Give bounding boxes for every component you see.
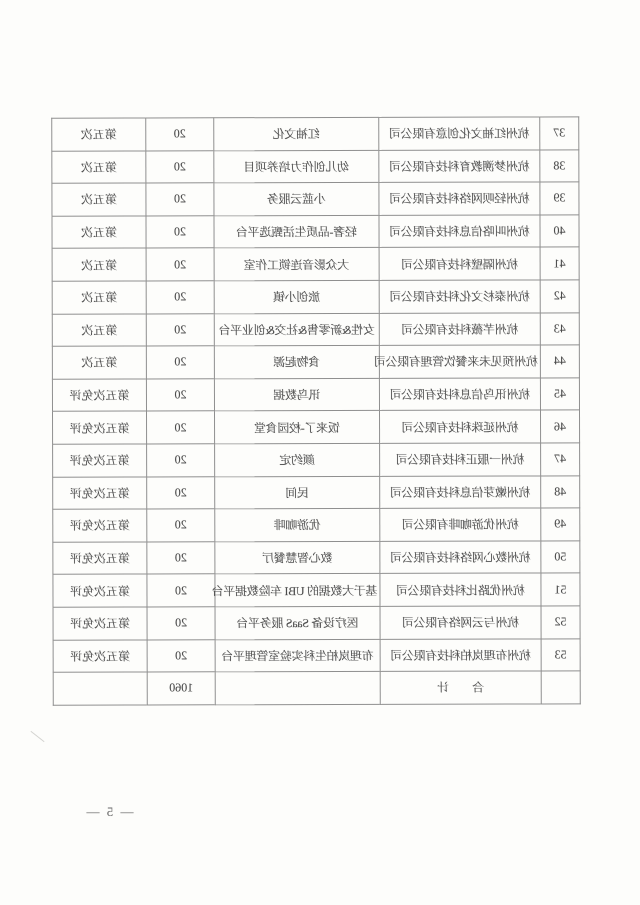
table-row (52, 117, 579, 151)
total-label-cell: 合 计 (380, 671, 541, 704)
project-name-cell: 医疗设备 SaaS 服务平台 (215, 606, 380, 639)
review-round-cell: 第五次免评 (53, 639, 147, 672)
review-round-cell: 第五次 (52, 281, 146, 314)
table-row (52, 312, 579, 346)
scan-artifact-mark (30, 731, 44, 742)
amount-cell: 20 (146, 118, 214, 151)
company-name-cell: 杭州预见未来餐饮管理有限公司 (379, 345, 540, 378)
review-round-cell: 第五次免评 (53, 477, 147, 510)
review-round-cell: 第五次免评 (53, 542, 147, 575)
row-number-cell: 49 (541, 508, 580, 541)
project-name-cell: 数心智慧餐厅 (215, 541, 380, 574)
total-no-cell (541, 671, 580, 704)
row-number-cell: 46 (540, 410, 579, 443)
project-name-cell: 讯鸟数据 (214, 378, 379, 411)
row-number-cell: 53 (541, 638, 580, 671)
amount-cell: 20 (147, 574, 215, 607)
review-round-cell: 第五次免评 (52, 379, 146, 412)
company-name-cell: 杭州泰杉文化科技有限公司 (379, 280, 540, 313)
review-round-cell: 第五次免评 (53, 509, 147, 542)
total-amount-cell: 1060 (147, 672, 215, 705)
row-number-cell: 40 (540, 215, 579, 248)
company-name-cell: 杭州芊薇科技有限公司 (379, 313, 540, 346)
table-row (53, 606, 580, 640)
review-round-cell: 第五次免评 (53, 607, 147, 640)
amount-cell: 20 (146, 150, 214, 183)
project-name-cell: 小蓝云服务 (214, 183, 379, 216)
company-name-cell: 杭州数心网络科技有限公司 (380, 541, 541, 574)
project-name-cell: 优游咖啡 (215, 508, 380, 541)
project-name-cell: 民间 (215, 476, 380, 509)
amount-cell: 20 (147, 542, 215, 575)
row-number-cell: 50 (541, 541, 580, 574)
table-row (53, 541, 580, 575)
grant-table-wrap (69, 116, 581, 705)
review-round-cell: 第五次免评 (53, 444, 147, 477)
table-row (52, 247, 579, 281)
amount-cell: 20 (146, 313, 214, 346)
project-name-cell: 饭来了-校园食堂 (215, 411, 380, 444)
page-number: — 5 — (84, 804, 134, 819)
table-row (53, 638, 580, 672)
table-total-body (53, 671, 580, 705)
amount-cell: 20 (147, 444, 215, 477)
review-round-cell: 第五次 (52, 118, 146, 151)
table-row (53, 573, 580, 607)
company-name-cell: 杭州轻呗网络科技有限公司 (379, 182, 540, 215)
table-row (53, 475, 580, 509)
project-name-cell: 基于大数据的 UBI 车险数据平台 (215, 574, 380, 607)
company-name-cell: 杭州一服正科技有限公司 (380, 443, 541, 476)
amount-cell: 20 (147, 411, 215, 444)
amount-cell: 20 (147, 509, 215, 542)
row-number-cell: 39 (540, 182, 579, 215)
review-round-cell: 第五次 (52, 216, 146, 249)
total-status-cell (53, 672, 147, 705)
amount-cell: 20 (147, 607, 215, 640)
amount-cell: 20 (146, 248, 214, 281)
total-project-cell (215, 671, 380, 704)
review-round-cell: 第五次免评 (53, 574, 147, 607)
project-name-cell: 轻奢-品质生活甄选平台 (214, 215, 379, 248)
row-number-cell: 51 (541, 573, 580, 606)
row-number-cell: 45 (540, 378, 579, 411)
row-number-cell: 37 (540, 117, 579, 150)
amount-cell: 20 (146, 281, 214, 314)
company-name-cell: 杭州与云网络有限公司 (380, 606, 541, 639)
amount-cell: 20 (146, 216, 214, 249)
table-row (53, 508, 580, 542)
table-row (52, 149, 579, 183)
amount-cell: 20 (147, 476, 215, 509)
row-number-cell: 42 (540, 280, 579, 313)
company-name-cell: 杭州隔壁科技有限公司 (379, 247, 540, 280)
table-row (53, 410, 580, 444)
review-round-cell: 第五次 (52, 314, 146, 347)
grant-table (51, 116, 581, 705)
project-name-cell: 颜约定 (215, 443, 380, 476)
amount-cell: 20 (146, 183, 214, 216)
project-name-cell: 大众影音连锁工作室 (214, 248, 379, 281)
review-round-cell: 第五次免评 (53, 411, 147, 444)
company-name-cell: 杭州讯鸟信息科技有限公司 (379, 378, 540, 411)
table-row (53, 443, 580, 477)
review-round-cell: 第五次 (52, 183, 146, 216)
company-name-cell: 杭州延珠科技有限公司 (379, 410, 540, 443)
review-round-cell: 第五次 (52, 151, 146, 184)
row-number-cell: 43 (540, 312, 579, 345)
project-name-cell: 红袖文化 (214, 117, 379, 150)
project-name-cell: 幼儿创作力培养项目 (214, 150, 379, 183)
table-body (52, 117, 580, 672)
project-name-cell: 女性&新零售&社交&创业平台 (214, 313, 379, 346)
table-row (52, 280, 579, 314)
table-row (52, 345, 579, 379)
company-name-cell: 杭州嫩芽信息科技有限公司 (380, 475, 541, 508)
row-number-cell: 38 (540, 149, 579, 182)
company-name-cell: 杭州叫咯信息科技有限公司 (379, 215, 540, 248)
table-row (52, 378, 579, 412)
amount-cell: 20 (146, 379, 214, 412)
company-name-cell: 杭州优游咖啡有限公司 (380, 508, 541, 541)
review-round-cell: 第五次 (52, 346, 146, 379)
amount-cell: 20 (146, 346, 214, 379)
company-name-cell: 杭州布理岚柏科技有限公司 (380, 638, 541, 671)
table-row (52, 215, 579, 249)
review-round-cell: 第五次 (52, 248, 146, 281)
row-number-cell: 44 (540, 345, 579, 378)
table-row (52, 182, 579, 216)
company-name-cell: 杭州优路比科技有限公司 (380, 573, 541, 606)
company-name-cell: 杭州红袖文化创意有限公司 (379, 117, 540, 150)
total-row (53, 671, 580, 705)
row-number-cell: 47 (541, 443, 580, 476)
project-name-cell: 旅创小镇 (214, 280, 379, 313)
row-number-cell: 48 (541, 475, 580, 508)
project-name-cell: 布理岚柏生科实验室管理平台 (215, 639, 380, 672)
company-name-cell: 杭州梦溯教育科技有限公司 (379, 150, 540, 183)
amount-cell: 20 (147, 639, 215, 672)
row-number-cell: 41 (540, 247, 579, 280)
project-name-cell: 食物起源 (214, 346, 379, 379)
row-number-cell: 52 (541, 606, 580, 639)
